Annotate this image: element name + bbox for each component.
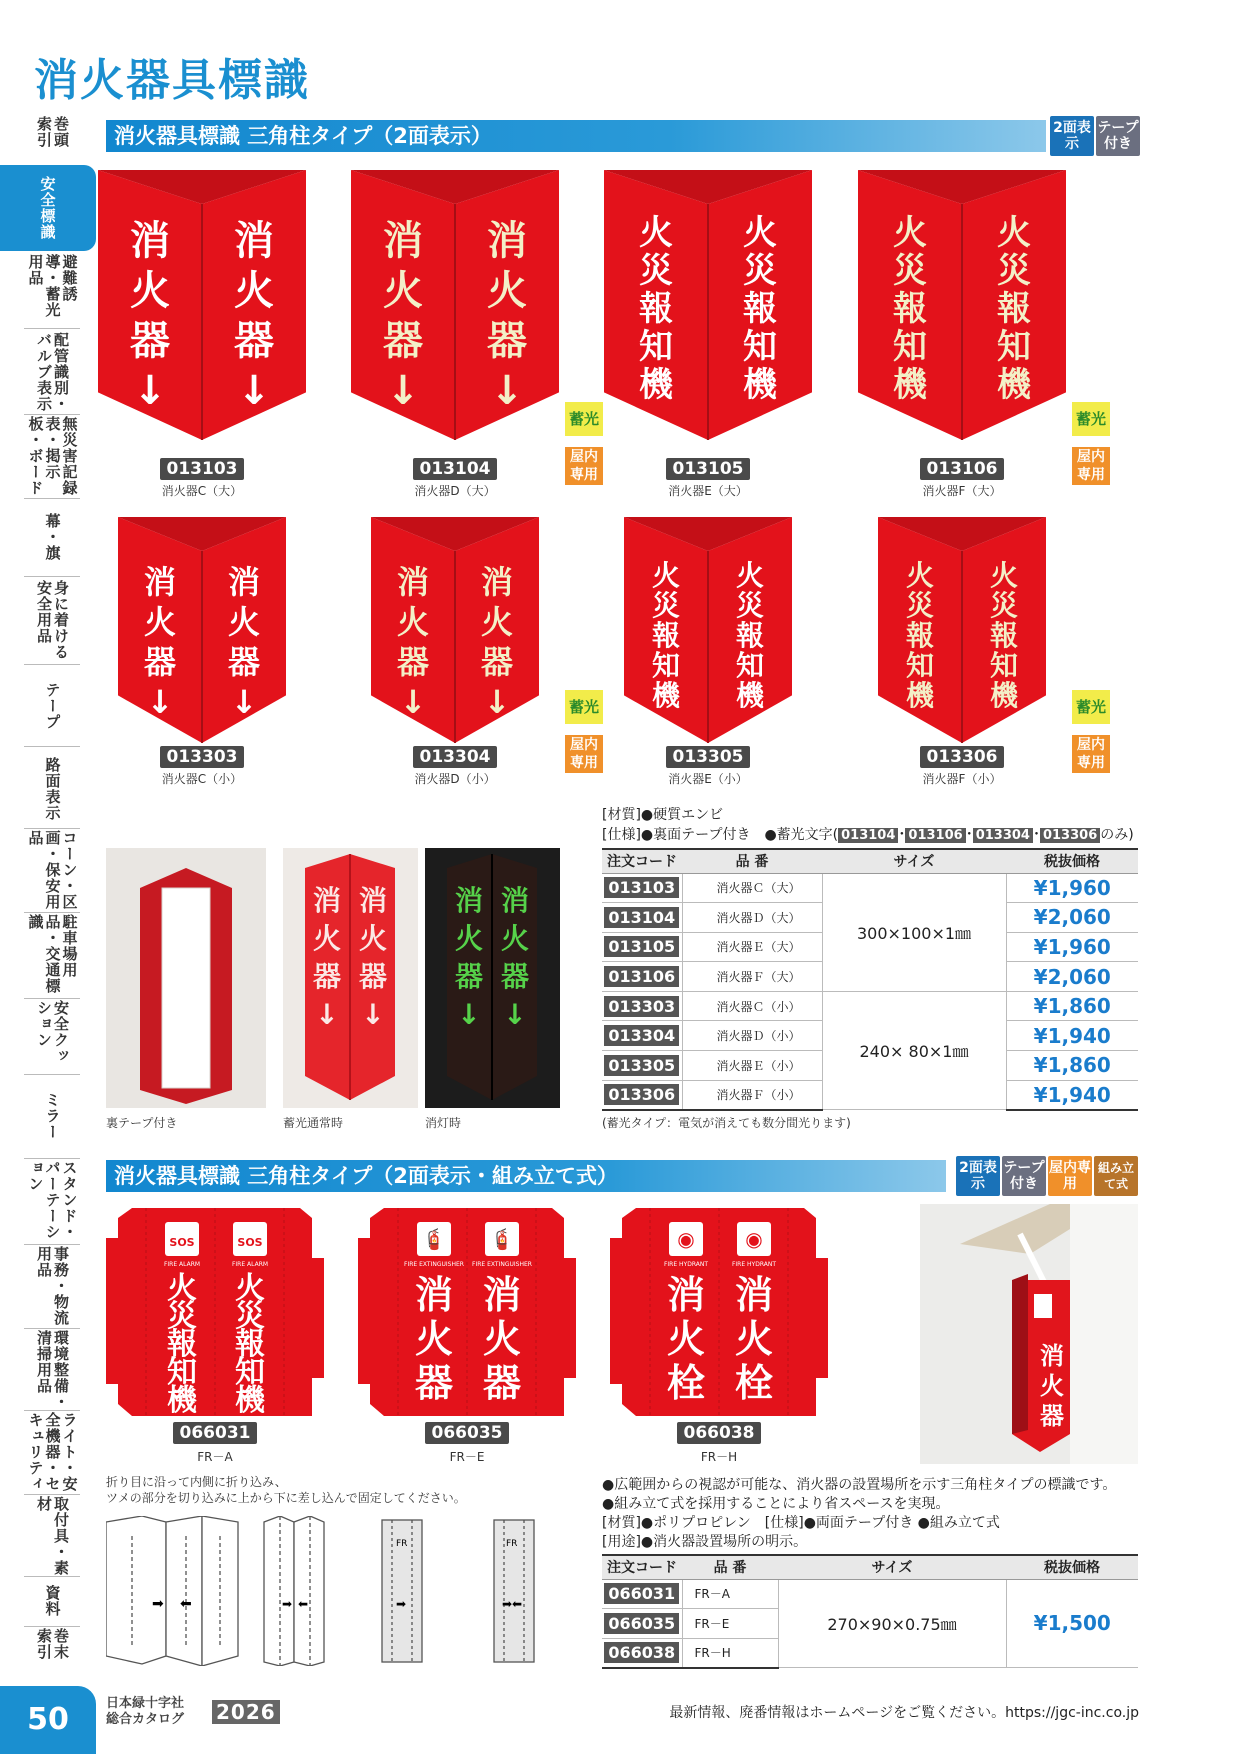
sign-char: 災 <box>997 251 1031 291</box>
sidebar-item-front-index[interactable]: 巻頭索引 <box>35 116 70 148</box>
sign-char: ↓ <box>230 683 258 721</box>
order-code: 013303 <box>602 991 682 1021</box>
svg-text:FIRE ALARM: FIRE ALARM <box>163 1261 201 1268</box>
product-sign-013104 <box>351 170 559 440</box>
svg-text:消: 消 <box>454 884 484 917</box>
page-title: 消火器具標識 <box>34 55 310 106</box>
sidebar-item-back-index[interactable]: 巻末索引 <box>35 1628 70 1660</box>
sign-char: 知 <box>735 649 765 682</box>
tag-tape: テープ付き <box>1002 1156 1046 1196</box>
product-number: 消火器Ｄ（小） <box>682 1021 822 1051</box>
sign-char: 火 <box>480 603 514 641</box>
extinguisher-icon: 🧯 <box>421 1227 447 1251</box>
photo-glow-normal <box>283 848 418 1108</box>
price-cell: ¥1,500 <box>1006 1579 1138 1668</box>
sign-char: 消 <box>487 218 527 264</box>
sign-char: 知 <box>997 327 1031 367</box>
sidebar-item-safety-signs[interactable]: 安全標識 <box>0 165 96 251</box>
page-number: 50 <box>0 1686 96 1754</box>
section2-price-table <box>602 1554 1138 1669</box>
product-sign-013306 <box>878 517 1046 743</box>
product-number: 消火器Ｅ（小） <box>682 1051 822 1081</box>
sign-char: 報 <box>743 289 777 329</box>
sign-char: 機 <box>639 365 673 405</box>
svg-text:FIRE EXTINGUISHER: FIRE EXTINGUISHER <box>404 1261 464 1268</box>
svg-text:器: 器 <box>358 960 388 993</box>
sidebar-item-boards[interactable]: 無災害記録表・掲示板・ボード <box>26 416 79 496</box>
product-number: 消火器Ｅ（大） <box>682 932 822 962</box>
product-name: 消火器F（小） <box>922 772 1002 786</box>
order-code: 013305 <box>602 1051 682 1081</box>
sidebar-item-wearables[interactable]: 身に着ける安全用品 <box>35 580 70 660</box>
sign-char: 消 <box>227 563 261 601</box>
product-code: 013104 <box>413 458 497 480</box>
hydrant-icon: ◉ <box>677 1227 695 1251</box>
sign-char: 消 <box>143 563 177 601</box>
svg-text:FIRE HYDRANT: FIRE HYDRANT <box>731 1261 777 1268</box>
sign-char: 器 <box>227 643 261 681</box>
sign-char: 器 <box>396 643 430 681</box>
badge-glow: 蓄光 <box>1072 690 1110 724</box>
svg-text:栓: 栓 <box>734 1361 774 1405</box>
price-cell: ¥1,960 <box>1006 932 1138 962</box>
svg-text:↓: ↓ <box>457 998 481 1031</box>
svg-text:消: 消 <box>666 1273 706 1317</box>
sign-char: ↓ <box>483 683 511 721</box>
sign-char: 火 <box>893 213 927 253</box>
sign-char: 機 <box>735 679 765 712</box>
flat-sign-066031 <box>106 1208 324 1420</box>
sign-char: 機 <box>989 679 1019 712</box>
product-sign-013106 <box>858 170 1066 440</box>
sign-char: 知 <box>989 649 1019 682</box>
section1-spec: [仕様]●裏面テープ付き ●蓄光文字( 013104 ･ 013106 ･ 013304 ･ 013306 のみ) <box>602 827 1134 843</box>
product-code: 013106 <box>920 458 1004 480</box>
svg-text:器: 器 <box>482 1361 522 1405</box>
sidebar-item-office[interactable]: 事務・物流用品 <box>35 1246 70 1326</box>
sidebar-item-tape[interactable]: テープ <box>43 682 62 730</box>
table-row <box>602 873 1138 903</box>
svg-text:火: 火 <box>235 1271 265 1306</box>
sign-char: ↓ <box>490 368 524 414</box>
svg-text:消: 消 <box>1040 1342 1064 1370</box>
product-name: FR－A <box>197 1450 233 1464</box>
sign-char: 火 <box>234 268 274 314</box>
product-sign-013303 <box>118 517 286 743</box>
sign-char: 火 <box>487 268 527 314</box>
badge-indoor: 屋内専用 <box>565 447 603 485</box>
size-cell: 270×90×0.75㎜ <box>778 1579 1006 1668</box>
product-sign-013305 <box>624 517 792 743</box>
sign-char: 報 <box>639 289 673 329</box>
caption-tape-back: 裏テープ付き <box>106 1116 178 1130</box>
product-code: 066038 <box>677 1422 761 1444</box>
svg-text:➡: ➡ <box>282 1597 293 1611</box>
svg-text:↓: ↓ <box>503 998 527 1031</box>
price-cell: ¥1,860 <box>1006 1051 1138 1081</box>
sign-char: 器 <box>487 318 527 364</box>
svg-text:⬅: ⬅ <box>298 1597 309 1611</box>
size-cell: 240× 80×1㎜ <box>822 991 1006 1109</box>
sidebar-item-road[interactable]: 路面表示 <box>43 757 62 821</box>
hydrant-icon: ◉ <box>745 1227 763 1251</box>
price-cell: ¥1,940 <box>1006 1021 1138 1051</box>
sign-char: 機 <box>997 365 1031 405</box>
section2-usage: [用途]●消火器設置場所の明示。 <box>602 1534 808 1550</box>
th-product: 品 番 <box>682 849 822 873</box>
sign-char: 報 <box>997 289 1031 329</box>
badge-glow: 蓄光 <box>565 690 603 724</box>
svg-text:消: 消 <box>358 884 388 917</box>
sidebar-item-fixtures[interactable]: 取付具・素材 <box>35 1496 70 1576</box>
sign-char: 火 <box>227 603 261 641</box>
product-name: 消火器D（小） <box>414 772 496 786</box>
th-order-code: 注文コード <box>602 849 682 873</box>
svg-text:器: 器 <box>414 1361 454 1405</box>
order-code: 066035 <box>602 1609 682 1639</box>
svg-text:火: 火 <box>414 1317 454 1361</box>
sign-char: 消 <box>234 218 274 264</box>
sign-char: 災 <box>893 251 927 291</box>
order-code: 013306 <box>602 1080 682 1110</box>
photo-tape-back <box>106 848 266 1108</box>
order-code: 013106 <box>602 962 682 992</box>
sidebar-item-evacuation[interactable]: 避難誘導・蓄光用品 <box>26 254 79 318</box>
badge-indoor: 屋内専用 <box>1072 735 1110 773</box>
caption-glow-dark: 消灯時 <box>425 1116 462 1130</box>
extinguisher-icon: 🧯 <box>489 1227 515 1251</box>
svg-text:消: 消 <box>734 1273 774 1317</box>
svg-text:知: 知 <box>235 1355 265 1390</box>
sign-char: 火 <box>383 268 423 314</box>
product-name: FR－E <box>449 1450 485 1464</box>
svg-text:器: 器 <box>500 960 530 993</box>
section1-title: 消火器具標識 三角柱タイプ（2面表示） <box>106 120 1046 152</box>
svg-text:FIRE EXTINGUISHER: FIRE EXTINGUISHER <box>472 1261 532 1268</box>
product-code: 013306 <box>920 746 1004 768</box>
sidebar-item-banners[interactable]: 幕・旗 <box>43 513 62 561</box>
sign-char: 火 <box>997 213 1031 253</box>
badge-indoor: 屋内専用 <box>565 735 603 773</box>
sign-char: 器 <box>143 643 177 681</box>
SOS-icon: SOS <box>237 1236 263 1249</box>
sidebar-item-piping[interactable]: 配管識別・バルブ表示 <box>35 332 70 412</box>
product-sign-013103 <box>98 170 306 440</box>
sign-char: 災 <box>989 589 1019 622</box>
svg-text:災: 災 <box>167 1299 197 1334</box>
sign-char: 知 <box>651 649 681 682</box>
product-code: 013304 <box>413 746 497 768</box>
order-code: 066031 <box>602 1579 682 1609</box>
sign-char: 災 <box>639 251 673 291</box>
tag-two-sided: 2面表示 <box>1050 116 1094 156</box>
sign-char: 消 <box>480 563 514 601</box>
product-code: 013103 <box>160 458 244 480</box>
svg-text:消: 消 <box>482 1273 522 1317</box>
sign-char: 災 <box>905 589 935 622</box>
product-sign-013105 <box>604 170 812 440</box>
badge-glow: 蓄光 <box>565 402 603 436</box>
price-cell: ¥2,060 <box>1006 962 1138 992</box>
svg-text:➡: ➡ <box>396 1597 407 1611</box>
sign-char: 火 <box>651 559 681 592</box>
sign-char: 消 <box>396 563 430 601</box>
svg-text:消: 消 <box>500 884 530 917</box>
svg-text:機: 機 <box>235 1383 265 1416</box>
section2-material: [材質]●ポリプロピレン [仕様]●両面テープ付き ●組み立て式 <box>602 1515 1000 1531</box>
svg-text:消: 消 <box>312 884 342 917</box>
svg-text:⬅: ⬅ <box>180 1596 192 1612</box>
footer-website-note: 最新情報、廃番情報はホームページをご覧ください。https://jgc-inc.co.jp <box>669 1705 1139 1721</box>
product-name: 消火器D（大） <box>414 484 496 498</box>
sign-char: 機 <box>905 679 935 712</box>
size-cell: 300×100×1㎜ <box>822 873 1006 991</box>
svg-text:火: 火 <box>454 922 484 955</box>
th-size: サイズ <box>778 1555 1006 1579</box>
sign-char: 報 <box>735 619 765 652</box>
product-name: FR－H <box>700 1450 738 1464</box>
product-code: 013303 <box>160 746 244 768</box>
sign-char: 知 <box>639 327 673 367</box>
svg-text:火: 火 <box>482 1317 522 1361</box>
order-code: 013104 <box>602 903 682 933</box>
section2-title: 消火器具標識 三角柱タイプ（2面表示・組み立て式） <box>106 1160 946 1192</box>
sign-char: 火 <box>905 559 935 592</box>
svg-text:機: 機 <box>167 1383 197 1416</box>
sidebar-item-cleaning[interactable]: 環境整備・清掃用品 <box>35 1330 70 1410</box>
sign-char: 火 <box>735 559 765 592</box>
price-cell: ¥2,060 <box>1006 903 1138 933</box>
th-size: サイズ <box>822 849 1006 873</box>
order-code: 066038 <box>602 1638 682 1668</box>
svg-text:器: 器 <box>312 960 342 993</box>
section1-material: [材質]●硬質エンビ <box>602 807 724 823</box>
sign-char: 災 <box>651 589 681 622</box>
sign-char: 災 <box>735 589 765 622</box>
product-code: 013105 <box>666 458 750 480</box>
svg-text:↓: ↓ <box>315 998 339 1031</box>
sign-char: 器 <box>480 643 514 681</box>
photo-wall-mounted <box>920 1204 1138 1464</box>
sign-char: ↓ <box>237 368 271 414</box>
sign-char: 火 <box>639 213 673 253</box>
svg-text:災: 災 <box>235 1299 265 1334</box>
tag-assembly: 組み立て式 <box>1094 1156 1138 1196</box>
product-number: 消火器Ｃ（小） <box>682 991 822 1021</box>
badge-indoor: 屋内専用 <box>1072 447 1110 485</box>
tag-tape: テープ付き <box>1096 116 1140 156</box>
photo-glow-dark <box>425 848 560 1108</box>
footer-year: 2026 <box>212 1700 280 1724</box>
svg-text:FR: FR <box>506 1539 518 1549</box>
sidebar-item-cushion[interactable]: 安全クッション <box>35 1000 70 1064</box>
product-code: 013305 <box>666 746 750 768</box>
sign-char: 知 <box>905 649 935 682</box>
section1-price-table <box>602 848 1138 1111</box>
sign-char: ↓ <box>386 368 420 414</box>
SOS-icon: SOS <box>169 1236 195 1249</box>
product-number: 消火器Ｃ（大） <box>682 873 822 903</box>
svg-text:火: 火 <box>358 922 388 955</box>
footer-brand: 日本緑十字社 総合カタログ <box>106 1696 185 1727</box>
sign-char: 知 <box>893 327 927 367</box>
table-row <box>602 991 1138 1021</box>
sign-char: 災 <box>743 251 777 291</box>
svg-text:FIRE HYDRANT: FIRE HYDRANT <box>663 1261 709 1268</box>
price-cell: ¥1,940 <box>1006 1080 1138 1110</box>
sidebar-item-parking[interactable]: 駐車場用品・交通標識 <box>26 914 79 994</box>
sign-char: ↓ <box>146 683 174 721</box>
svg-text:器: 器 <box>454 960 484 993</box>
tag-two-sided: 2面表示 <box>956 1156 1000 1196</box>
product-number: FR－E <box>682 1609 778 1639</box>
sign-char: 報 <box>905 619 935 652</box>
product-number: 消火器Ｄ（大） <box>682 903 822 933</box>
sign-char: 火 <box>130 268 170 314</box>
product-name: 消火器E（大） <box>668 484 748 498</box>
sign-char: ↓ <box>133 368 167 414</box>
sign-char: 機 <box>893 365 927 405</box>
flat-sign-066035 <box>358 1208 576 1420</box>
sign-char: 消 <box>130 218 170 264</box>
svg-text:栓: 栓 <box>666 1361 706 1405</box>
fold-diagram <box>106 1516 586 1670</box>
sidebar-item-stands[interactable]: スタンド・パーテーション <box>26 1160 79 1240</box>
section1-footnote: (蓄光タイプ：電気が消えても数分間光ります) <box>602 1116 851 1130</box>
svg-text:➡⬅: ➡⬅ <box>502 1597 523 1611</box>
product-name: 消火器E（小） <box>668 772 748 786</box>
th-price: 税抜価格 <box>1006 1555 1138 1579</box>
svg-text:火: 火 <box>167 1271 197 1306</box>
sign-char: 機 <box>743 365 777 405</box>
product-number: 消火器Ｆ（大） <box>682 962 822 992</box>
sign-char: 火 <box>396 603 430 641</box>
badge-glow: 蓄光 <box>1072 402 1110 436</box>
sign-char: 報 <box>651 619 681 652</box>
flat-sign-066038 <box>610 1208 828 1420</box>
product-name: 消火器C（小） <box>161 772 243 786</box>
sign-char: 器 <box>130 318 170 364</box>
product-code: 066035 <box>425 1422 509 1444</box>
section2-desc-1: ●広範囲からの視認が可能な、消火器の設置場所を示す三角柱タイプの標識です。 <box>602 1477 1117 1493</box>
svg-text:報: 報 <box>167 1327 197 1362</box>
sign-char: 知 <box>743 327 777 367</box>
sign-char: 消 <box>383 218 423 264</box>
sign-char: 報 <box>989 619 1019 652</box>
th-order-code: 注文コード <box>602 1555 682 1579</box>
sign-char: 器 <box>383 318 423 364</box>
sidebar-item-cones[interactable]: コーン・区画・保安用品 <box>26 830 79 910</box>
sidebar-item-lights[interactable]: ライト・安全機器・セキュリティ <box>26 1412 79 1492</box>
sign-char: 火 <box>143 603 177 641</box>
order-code: 013103 <box>602 873 682 903</box>
sign-char: 火 <box>989 559 1019 592</box>
price-cell: ¥1,960 <box>1006 873 1138 903</box>
product-name: 消火器F（大） <box>922 484 1002 498</box>
svg-text:火: 火 <box>1040 1372 1064 1400</box>
sign-char: 報 <box>893 289 927 329</box>
svg-text:↓: ↓ <box>361 998 385 1031</box>
svg-text:報: 報 <box>235 1327 265 1362</box>
product-number: 消火器Ｆ（小） <box>682 1080 822 1110</box>
order-code: 013105 <box>602 932 682 962</box>
sign-char: 機 <box>651 679 681 712</box>
svg-text:火: 火 <box>666 1317 706 1361</box>
sidebar-item-mirror[interactable]: ミラー <box>43 1092 62 1140</box>
svg-text:知: 知 <box>167 1355 197 1390</box>
th-price: 税抜価格 <box>1006 849 1138 873</box>
product-number: FR－A <box>682 1579 778 1609</box>
svg-text:消: 消 <box>414 1273 454 1317</box>
price-cell: ¥1,860 <box>1006 991 1138 1021</box>
caption-glow-normal: 蓄光通常時 <box>283 1116 344 1130</box>
tag-indoor: 屋内専用 <box>1048 1156 1092 1196</box>
section2-desc-2: ●組み立て式を採用することにより省スペースを実現。 <box>602 1496 950 1512</box>
svg-text:火: 火 <box>500 922 530 955</box>
sign-char: ↓ <box>399 683 427 721</box>
sidebar-item-materials[interactable]: 資料 <box>43 1585 62 1617</box>
product-sign-013304 <box>371 517 539 743</box>
sign-char: 器 <box>234 318 274 364</box>
product-number: FR－H <box>682 1638 778 1668</box>
th-product: 品 番 <box>682 1555 778 1579</box>
order-code: 013304 <box>602 1021 682 1051</box>
svg-text:器: 器 <box>1040 1402 1064 1430</box>
svg-text:FR: FR <box>396 1539 408 1549</box>
svg-text:火: 火 <box>734 1317 774 1361</box>
svg-text:➡: ➡ <box>152 1596 164 1612</box>
product-code: 066031 <box>173 1422 257 1444</box>
fold-instructions: 折り目に沿って内側に折り込み、 ツメの部分を切り込みに上から下に差し込んで固定してください。 <box>106 1475 466 1505</box>
product-name: 消火器C（大） <box>161 484 243 498</box>
table-row <box>602 1579 1138 1609</box>
sign-char: 火 <box>743 213 777 253</box>
svg-text:火: 火 <box>312 922 342 955</box>
svg-text:FIRE ALARM: FIRE ALARM <box>231 1261 269 1268</box>
